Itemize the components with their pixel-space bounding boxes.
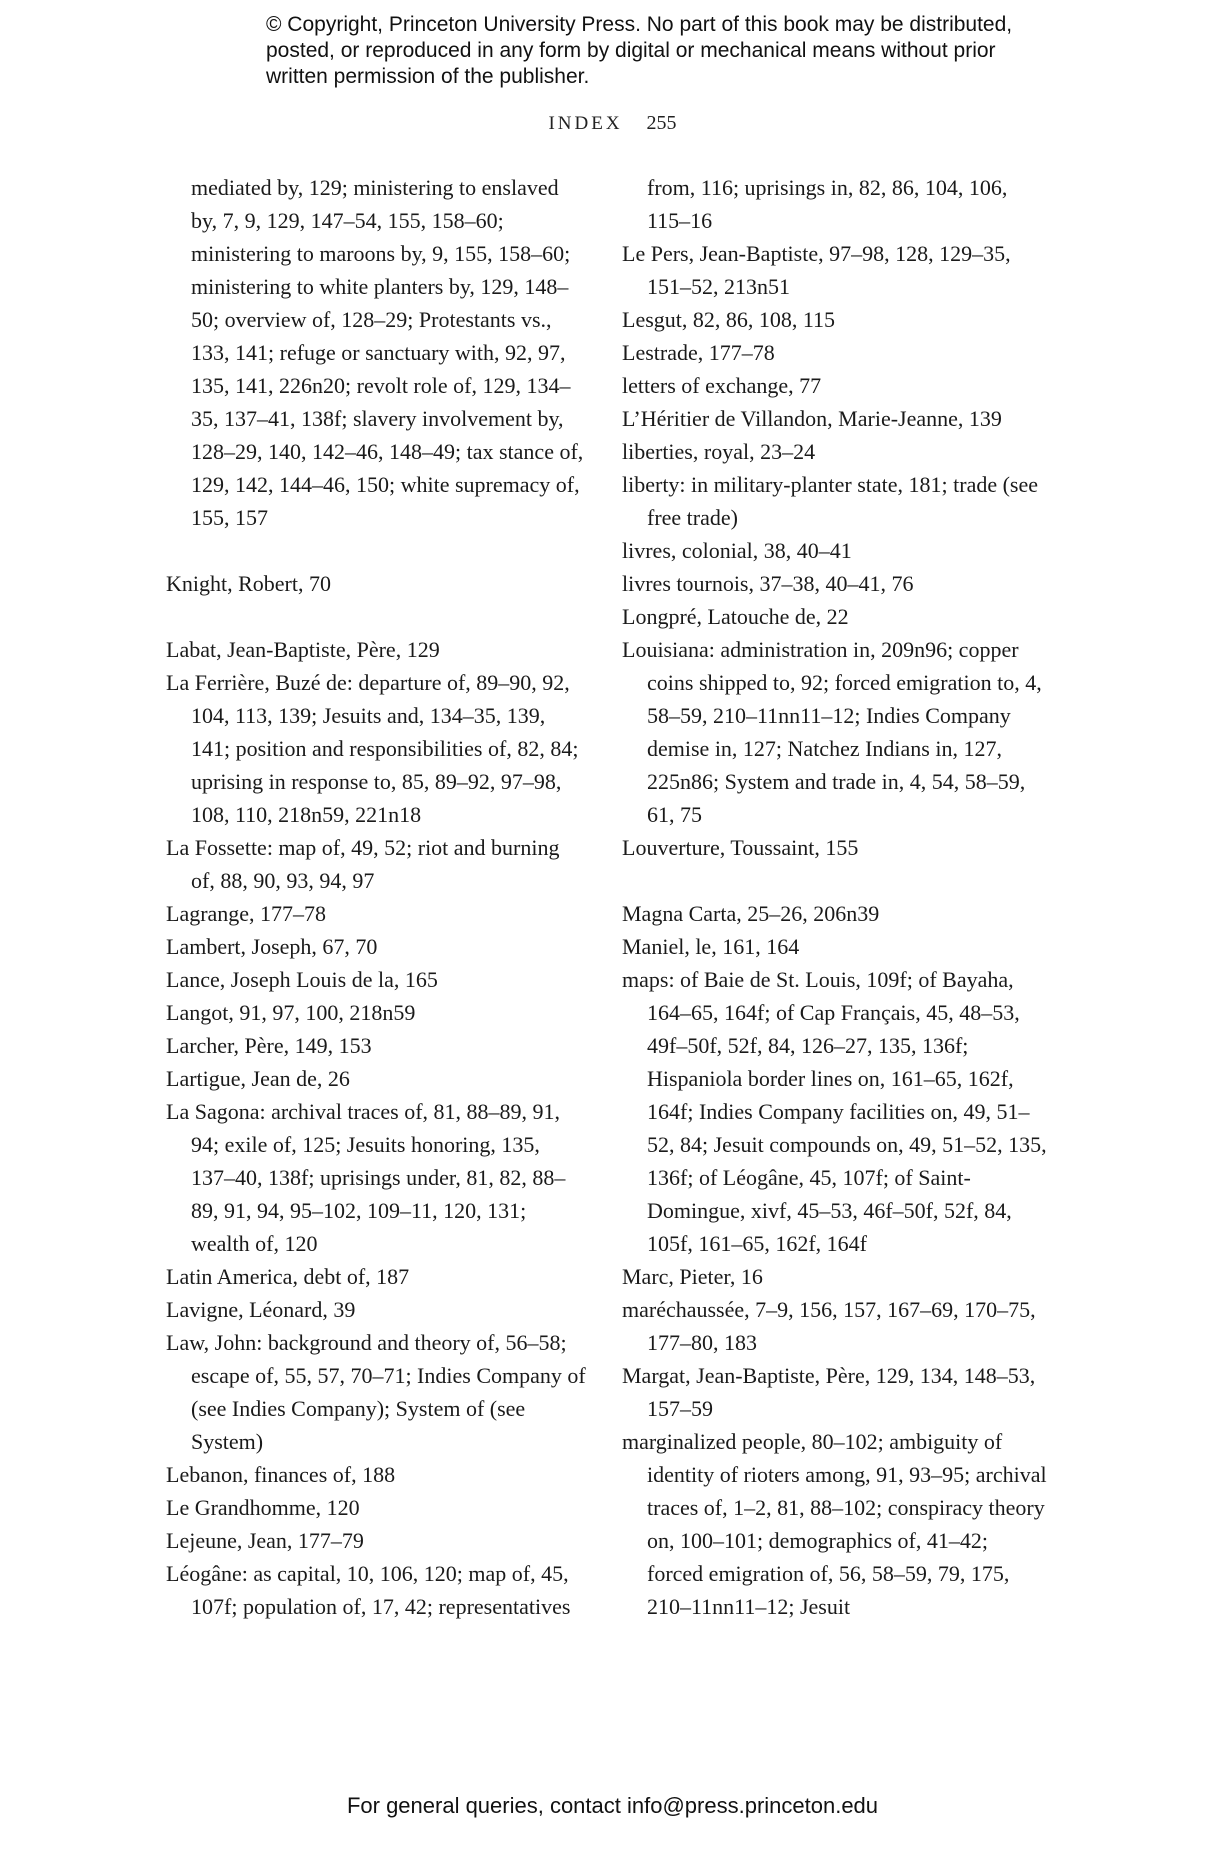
index-entry: Louverture, Toussaint, 155 (622, 835, 859, 860)
index-column-left (166, 171, 586, 1623)
index-entry: Le Grandhomme, 120 (166, 1495, 360, 1520)
index-entry: Larcher, Père, 149, 153 (166, 1033, 372, 1058)
index-entry: La Fossette: map of, 49, 52; riot and burning of, 88, 90, 93, 94, 97 (166, 835, 560, 893)
index-entry: Le Pers, Jean-Baptiste, 97–98, 128, 129–35, 151–52, 213n51 (622, 241, 1011, 299)
index-entry: Knight, Robert, 70 (166, 571, 331, 596)
copyright-notice: © Copyright, Princeton University Press. No part of this book may be distributed, posted, or reproduced in any form by digital or mechanical means without prior written permission of the publisher. (266, 13, 1013, 88)
index-entry: marginalized people, 80–102; ambiguity of identity of rioters among, 91, 93–95; archival traces of, 1–2, 81, 88–102; conspiracy theory on, 100–101; demographics of, 41–42; forced emigration of, 56, 58–59, 79, 175, 210–11nn11–12; Jesuit (622, 1429, 1047, 1619)
index-entry: Margat, Jean-Baptiste, Père, 129, 134, 148–53, 157–59 (622, 1363, 1036, 1421)
index-entry: Maniel, le, 161, 164 (622, 934, 800, 959)
index-entry: Longpré, Latouche de, 22 (622, 604, 849, 629)
running-head-title: INDEX (548, 113, 623, 134)
index-entry: Lavigne, Léonard, 39 (166, 1297, 356, 1322)
index-entry: Lebanon, finances of, 188 (166, 1462, 396, 1487)
index-entry: maréchaussée, 7–9, 156, 157, 167–69, 170–75, 177–80, 183 (622, 1297, 1036, 1355)
index-entry: Lagrange, 177–78 (166, 901, 327, 926)
section-gap (166, 534, 586, 567)
index-entry: La Ferrière, Buzé de: departure of, 89–90, 92, 104, 113, 139; Jesuits and, 134–35, 139, 141; position and responsibilities of, 82, 84; uprising in response to, 85, 89–92, 97–98, 108, 110, 218n59, 221n18 (166, 670, 579, 827)
index-entry-continued: mediated by, 129; ministering to enslaved by, 7, 9, 129, 147–54, 155, 158–60; ministering to maroons by, 9, 155, 158–60; ministering to white planters by, 129, 148–50; overview of, 128–29; Protestants vs., 133, 141; refuge or sanctuary with, 92, 97, 135, 141, 226n20; revolt role of, 129, 134–35, 137–41, 138f; slavery involvement by, 128–29, 140, 142–46, 148–49; tax stance of, 129, 142, 144–46, 150; white supremacy of, 155, 157 (191, 175, 584, 530)
index-entry: liberties, royal, 23–24 (622, 439, 816, 464)
index-entry: Marc, Pieter, 16 (622, 1264, 763, 1289)
index-entry: Lestrade, 177–78 (622, 340, 775, 365)
index-entry: liberty: in military-planter state, 181; trade (see free trade) (622, 472, 1039, 530)
index-entry: Lesgut, 82, 86, 108, 115 (622, 307, 836, 332)
section-gap (166, 600, 586, 633)
index-entry: Louisiana: administration in, 209n96; copper coins shipped to, 92; forced emigration to, 4, 58–59, 210–11nn11–12; Indies Company demise in, 127; Natchez Indians in, 127, 225n86; System and trade in, 4, 54, 58–59, 61, 75 (622, 637, 1042, 827)
index-entry: Léogâne: as capital, 10, 106, 120; map of, 45, 107f; population of, 17, 42; representatives (166, 1561, 571, 1619)
index-entry: Latin America, debt of, 187 (166, 1264, 410, 1289)
index-column-right (622, 171, 1047, 1623)
index-entry: Lartigue, Jean de, 26 (166, 1066, 350, 1091)
index-entry: livres, colonial, 38, 40–41 (622, 538, 852, 563)
page-number: 255 (646, 112, 677, 134)
index-entry: Lejeune, Jean, 177–79 (166, 1528, 364, 1553)
index-entry: La Sagona: archival traces of, 81, 88–89, 91, 94; exile of, 125; Jesuits honoring, 135, 137–40, 138f; uprisings under, 81, 82, 88–89, 91, 94, 95–102, 109–11, 120, 131; wealth of, 120 (166, 1099, 566, 1256)
footer-contact: For general queries, contact info@press.princeton.edu (346, 1793, 879, 1818)
index-entry-continued: from, 116; uprisings in, 82, 86, 104, 106, 115–16 (647, 175, 1008, 233)
index-entry: Lance, Joseph Louis de la, 165 (166, 967, 438, 992)
index-entry: letters of exchange, 77 (622, 373, 822, 398)
index-entry: Lambert, Joseph, 67, 70 (166, 934, 378, 959)
index-entry: livres tournois, 37–38, 40–41, 76 (622, 571, 914, 596)
index-entry: Labat, Jean-Baptiste, Père, 129 (166, 637, 440, 662)
section-gap (622, 864, 1047, 897)
running-head (0, 112, 1225, 135)
index-entry: Langot, 91, 97, 100, 218n59 (166, 1000, 416, 1025)
index-entry: maps: of Baie de St. Louis, 109f; of Bayaha, 164–65, 164f; of Cap Français, 45, 48–53, 49f–50f, 52f, 84, 126–27, 135, 136f; Hispaniola border lines on, 161–65, 162f, 164f; Indies Company facilities on, 49, 51–52, 84; Jesuit compounds on, 49, 51–52, 135, 136f; of Léogâne, 45, 107f; of Saint-Domingue, xivf, 45–53, 46f–50f, 52f, 84, 105f, 161–65, 162f, 164f (622, 967, 1047, 1256)
index-entry: Law, John: background and theory of, 56–58; escape of, 55, 57, 70–71; Indies Company of (see Indies Company); System of (see System) (166, 1330, 586, 1454)
index-entry: Magna Carta, 25–26, 206n39 (622, 901, 880, 926)
index-entry: L’Héritier de Villandon, Marie-Jeanne, 139 (622, 406, 1002, 431)
